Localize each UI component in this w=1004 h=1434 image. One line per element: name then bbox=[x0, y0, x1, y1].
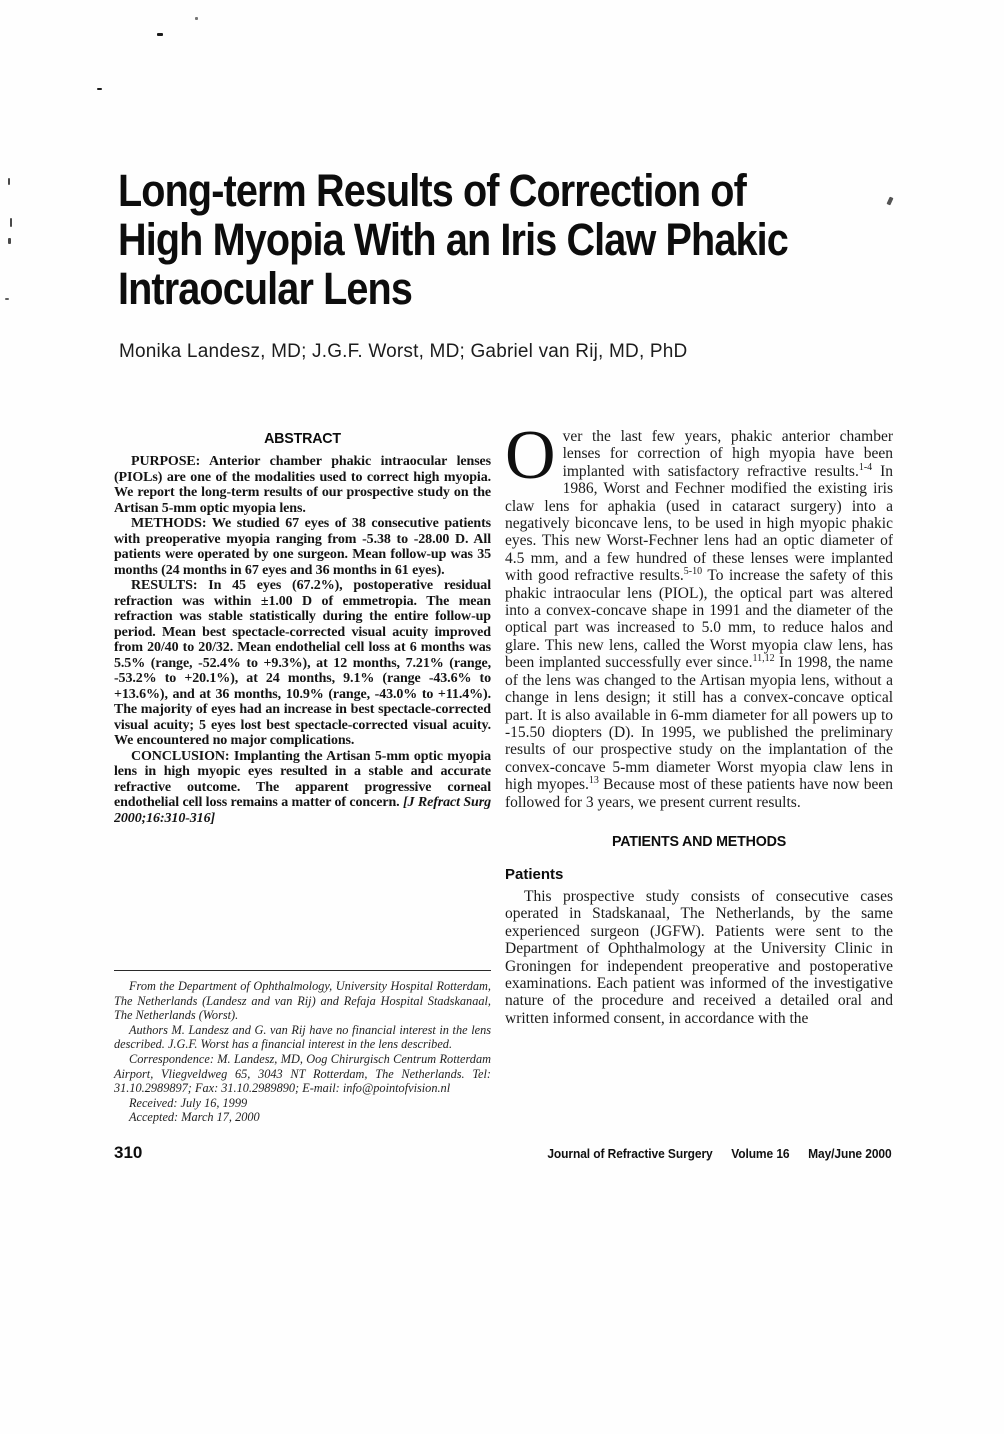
left-column bbox=[114, 430, 491, 975]
abstract-purpose: PURPOSE: Anterior chamber phakic intraocular lenses (PIOLs) are one of the modalities used to correct high myopia. We report the long-term results of our prospective study on the Artisan 5-mm optic myopia lens. bbox=[114, 454, 491, 516]
footer-volume: Volume 16 bbox=[731, 1147, 790, 1161]
journal-footer bbox=[548, 1147, 892, 1161]
patients-subheading: Patients bbox=[505, 865, 564, 883]
abstract-body bbox=[114, 454, 491, 826]
scan-artifact bbox=[157, 33, 163, 36]
scan-artifact bbox=[8, 238, 11, 244]
footnote-received: Received: July 16, 1999 bbox=[129, 1095, 248, 1110]
right-column bbox=[505, 428, 893, 1140]
footnote-correspondence: Correspondence: M. Landesz, MD, Oog Chirurgisch Centrum Rotterdam Airport, Vliegveldweg 65, 3043 NT Rotterdam, The Netherlands. Tel: 31.10.2989897; Fax: 31.10.2989890; E-mail: info@pointofvision.nl bbox=[114, 1051, 491, 1096]
scan-artifact bbox=[195, 17, 198, 20]
footnote-disclosure: Authors M. Landesz and G. van Rij have no financial interest in the lens described. J.G.F. Worst has a financial interest in the lens described. bbox=[114, 1022, 491, 1052]
page-number: 310 bbox=[114, 1143, 143, 1162]
footnote-block bbox=[114, 970, 491, 1125]
scan-artifact bbox=[8, 178, 10, 185]
scan-artifact bbox=[10, 218, 12, 227]
patients-and-methods-heading: PATIENTS AND METHODS bbox=[611, 832, 787, 850]
abstract-conclusion bbox=[114, 749, 491, 827]
footnote-affiliation: From the Department of Ophthalmology, University Hospital Rotterdam, The Netherlands (Landesz and van Rij) and Refaja Hospital Stadskanaal, The Netherlands (Worst). bbox=[114, 979, 491, 1023]
scan-artifact bbox=[5, 298, 9, 300]
article-title bbox=[118, 166, 898, 313]
article-title-line-1: Long-term Results of Correction of bbox=[118, 165, 746, 216]
article-title-line-3: Intraocular Lens bbox=[118, 263, 413, 314]
abstract-methods: METHODS: We studied 67 eyes of 38 consecutive patients with preoperative myopia ranging from -5.38 to -28.00 D. All patients were operated by one surgeon. Mean follow-up was 35 months (24 months in 67 eyes and 36 months in 61 eyes). bbox=[114, 516, 491, 578]
footer-journal-name: Journal of Refractive Surgery bbox=[547, 1147, 714, 1161]
abstract-results: RESULTS: In 45 eyes (67.2%), postoperative residual refraction was within ±1.00 D of emmetropia. The mean refraction was stable statistically during the entire follow-up period. Mean best spectacle-corrected visual acuity improved from 20/40 to 20/32. Mean endothelial cell loss at 6 months was 5.5% (range, -52.4% to +9.3%), at 12 months, 7.21% (range, -53.2% to +20.1%), at 24 months, 9.1% (range -43.6% to +13.6%), and at 36 months, 10.9% (range, -43.0% to +11.4%). The majority of eyes had an increase in best spectacle-corrected visual acuity; 5 eyes lost best spectacle-corrected visual acuity. We encountered no major complications. bbox=[114, 578, 491, 748]
article-title-line-2: High Myopia With an Iris Claw Phakic bbox=[118, 214, 788, 265]
scan-artifact bbox=[97, 88, 102, 90]
author-byline: Monika Landesz, MD; J.G.F. Worst, MD; Gabriel van Rij, MD, PhD bbox=[119, 341, 688, 362]
introduction-paragraph bbox=[505, 428, 893, 811]
footer-issue: May/June 2000 bbox=[808, 1147, 892, 1161]
abstract-heading: ABSTRACT bbox=[264, 430, 341, 447]
abstract-conclusion-text: CONCLUSION: Implanting the Artisan 5-mm optic myopia lens in high myopic eyes resulted in a stable and accurate refractive outcome. The apparent progressive corneal endothelial cell loss remains a matter of concern. bbox=[114, 748, 491, 810]
dropcap-letter: O bbox=[505, 428, 556, 494]
abstract-citation: [J Refract Surg 2000;16:310-316] bbox=[114, 795, 491, 826]
patients-paragraph: This prospective study consists of consecutive cases operated in Stadskanaal, The Netherlands, by the same experienced surgeon (JGFW). Patients were sent to the Department of Ophthalmology at the University Clinic in Groningen for independent preoperative and postoperative examinations. Each patient was informed of the investigative nature of the procedure and received a detailed oral and written informed consent, in accordance with the bbox=[505, 887, 893, 1027]
introduction-text: ver the last few years, phakic anterior chamber lenses for correction of high myopia have been implanted with satisfactory refractive results.$^{1-4}$ In 1986, Worst and Fechner modified the existing iris claw lens for aphakia (used in cataract surgery) into a negatively biconcave lens, to be used in high myopic phakic eyes. This new Worst-Fechner lens had an optic diameter of 4.5 mm, and a few hundred of these lenses were implanted with good refractive results.$^{5-10}$ To increase the safety of this phakic intraocular lens (PIOL), the optical part was altered into a convex-concave shape in 1991 and the diameter of the optical part was increased to 5.0 mm, to reduce halos and glare. This new lens, called the Worst myopia claw lens, has been implanted successfully ever since.$^{11,12}$ In 1998, the name of the lens was changed to the Artisan myopia lens, without a change in lens design; it still has a convex-concave optical part. It is also available in 6-mm diameter for all powers up to -15.50 diopters (D). In 1995, we published the preliminary results of our prospective study on the implantation of the convex-concave 5-mm diameter Worst myopia claw lens in high myopes.$^{13}$ Because most of these patients have now been followed for 3 years, we present current results. bbox=[505, 428, 893, 811]
footnote-accepted: Accepted: March 17, 2000 bbox=[129, 1110, 260, 1125]
